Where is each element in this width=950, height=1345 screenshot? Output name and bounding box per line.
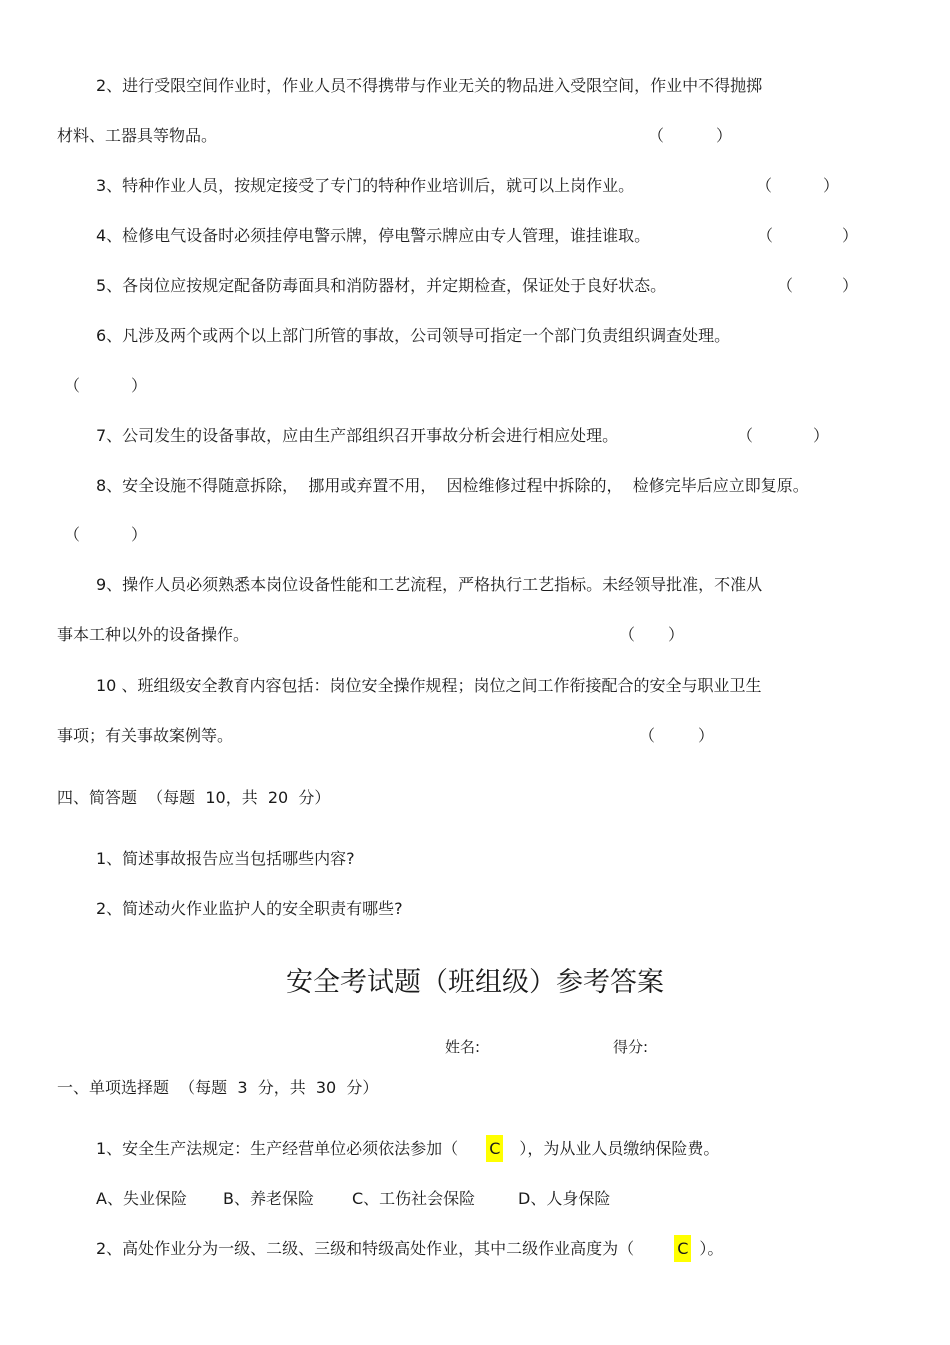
question-1-text: 1、安全生产法规定：生产经营单位必须依法参加（ [96, 1139, 459, 1158]
name-label: 姓名: [445, 1038, 481, 1056]
question-2-suffix: ）。 [699, 1239, 724, 1258]
answer-bracket-close: ） [131, 376, 148, 395]
question-1-suffix: ），为从业人员缴纳保险费。 [519, 1139, 720, 1158]
question-9-line-1: 9、操作人员必须熟悉本岗位设备性能和工艺流程，严格执行工艺指标。未经领导批准，不准从 [96, 575, 763, 594]
question-1-option-c: C、工伤社会保险 [352, 1189, 476, 1208]
answer-bracket-open: （ [737, 426, 754, 445]
answer-highlight: C [674, 1235, 691, 1262]
score-label: 得分: [613, 1038, 649, 1056]
question-9-line-2: 事本工种以外的设备操作。 [57, 625, 250, 644]
question-10-line-2: 事项；有关事故案例等。 [57, 726, 234, 745]
answer-highlight: C [486, 1135, 503, 1162]
answer-bracket-close: ） [842, 226, 859, 245]
question-2-line-2: 材料、工器具等物品。 [57, 126, 218, 145]
question-4: 4、检修电气设备时必须挂停电警示牌，停电警示牌应由专人管理，谁挂谁取。 [96, 226, 651, 245]
answer-question-1 [96, 1138, 719, 1160]
answer-bracket-close: ） [716, 126, 733, 145]
question-1-option-b: B、养老保险 [223, 1189, 314, 1208]
answer-bracket-open: （ [64, 525, 81, 544]
question-1-option-d: D、人身保险 [518, 1189, 611, 1208]
answer-bracket-open: （ [648, 126, 665, 145]
short-answer-question-1: 1、简述事故报告应当包括哪些内容? [96, 849, 355, 868]
answer-key-title: 安全考试题（班组级）参考答案 [286, 967, 664, 998]
answer-bracket-open: （ [64, 376, 81, 395]
short-answer-heading: 四、简答题 （每题 10，共 20 分） [57, 788, 331, 807]
question-2-line-1: 2、进行受限空间作业时，作业人员不得携带与作业无关的物品进入受限空间，作业中不得抛掷 [96, 76, 763, 95]
question-8: 8、安全设施不得随意拆除， 挪用或弃置不用， 因检维修过程中拆除的， 检修完毕后应立即复原。 [96, 476, 809, 495]
question-3: 3、特种作业人员，按规定接受了专门的特种作业培训后，就可以上岗作业。 [96, 176, 635, 195]
answer-bracket-close: ） [823, 176, 840, 195]
answer-bracket-close: ） [698, 726, 715, 745]
answer-bracket-close: ） [668, 625, 685, 644]
answer-bracket-close: ） [813, 426, 830, 445]
question-1-option-a: A、失业保险 [96, 1189, 187, 1208]
question-6: 6、凡涉及两个或两个以上部门所管的事故，公司领导可指定一个部门负责组织调查处理。 [96, 326, 731, 345]
question-10-line-1: 10 、班组级安全教育内容包括：岗位安全操作规程；岗位之间工作衔接配合的安全与职业卫生 [96, 676, 762, 695]
question-2-text: 2、高处作业分为一级、二级、三级和特级高处作业，其中二级作业高度为（ [96, 1239, 635, 1258]
answer-question-2 [96, 1238, 723, 1260]
answer-bracket-open: （ [639, 726, 656, 745]
answer-bracket-open: （ [757, 226, 774, 245]
question-5: 5、各岗位应按规定配备防毒面具和消防器材，并定期检查，保证处于良好状态。 [96, 276, 667, 295]
section-1-heading: 一、单项选择题 （每题 3 分，共 30 分） [57, 1078, 379, 1097]
question-7: 7、公司发生的设备事故，应由生产部组织召开事故分析会进行相应处理。 [96, 426, 619, 445]
short-answer-question-2: 2、简述动火作业监护人的安全职责有哪些? [96, 899, 403, 918]
answer-bracket-open: （ [756, 176, 773, 195]
answer-bracket-close: ） [131, 525, 148, 544]
answer-bracket-open: （ [619, 625, 636, 644]
answer-bracket-close: ） [842, 276, 859, 295]
answer-bracket-open: （ [777, 276, 794, 295]
